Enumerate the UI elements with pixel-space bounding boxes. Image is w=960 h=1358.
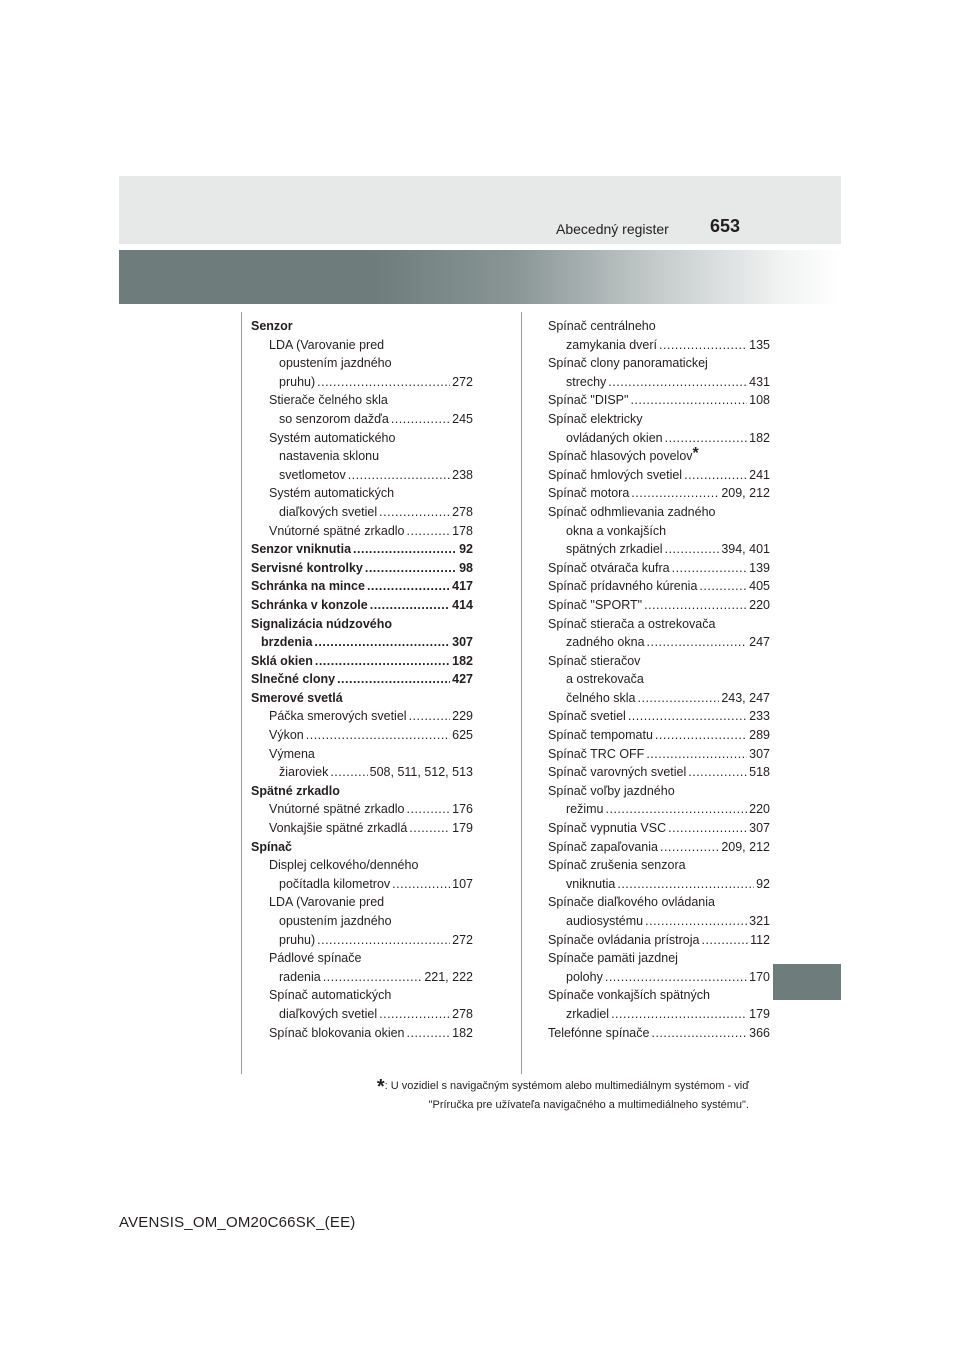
index-entry-text: polohy xyxy=(566,969,603,984)
index-entry-text: LDA (Varovanie pred xyxy=(269,337,385,352)
right-index-entry xyxy=(548,949,770,968)
index-entry-text: ovládaných okien xyxy=(566,430,663,445)
dot-leader xyxy=(317,373,450,392)
index-entry-text: Spínač hlasových povelov xyxy=(548,449,693,464)
index-entry-text: Spätné zrkadlo xyxy=(251,783,340,798)
dot-leader xyxy=(699,577,747,596)
left-index-entry xyxy=(251,782,473,801)
index-entry-page: 414 xyxy=(452,597,473,612)
index-entry-text: zamykania dverí xyxy=(566,337,658,352)
index-entry-text: Spínač vypnutia VSC xyxy=(548,821,667,836)
index-entry-page: 209, 212 xyxy=(721,839,770,854)
right-index-entry xyxy=(548,633,770,652)
dot-leader xyxy=(631,484,719,503)
index-entry-text: audiosystému xyxy=(566,914,644,928)
index-entry-page: 417 xyxy=(452,579,473,594)
right-index-entry xyxy=(548,912,770,931)
dot-leader xyxy=(407,522,451,541)
right-index-entry xyxy=(548,615,770,634)
right-index-entry xyxy=(548,503,770,522)
dot-leader xyxy=(611,1005,747,1024)
right-index-entry xyxy=(548,670,770,689)
index-entry-text: Signalizácia núdzového xyxy=(251,616,392,631)
left-index-entry xyxy=(251,522,473,541)
right-index-entry xyxy=(548,689,770,708)
index-entry-text: Spínač zrušenia senzora xyxy=(548,858,686,873)
right-index-entry xyxy=(548,559,770,578)
right-index-entry xyxy=(548,447,770,466)
right-index-entry xyxy=(548,336,770,355)
index-entry-text: Spínač automatických xyxy=(269,988,392,1003)
index-entry-page: 179 xyxy=(452,821,473,836)
dot-leader xyxy=(379,1005,450,1024)
index-entry-text: Telefónne spínače xyxy=(548,1025,650,1040)
left-index-entry xyxy=(251,615,473,634)
index-entry-page: 394, 401 xyxy=(721,542,770,557)
left-index-entry xyxy=(251,484,473,503)
index-entry-page: 518 xyxy=(749,765,770,780)
right-index-entry xyxy=(548,429,770,448)
dot-leader xyxy=(608,373,747,392)
index-entry-text: svetlometov xyxy=(279,467,346,482)
index-entry-text: Spínač motora xyxy=(548,486,630,501)
index-entry-text: Páčka smerových svetiel xyxy=(269,709,407,724)
right-index-entry xyxy=(548,577,770,596)
index-entry-page: 431 xyxy=(749,374,770,389)
index-entry-text: Spínač varovných svetiel xyxy=(548,765,687,780)
dot-leader xyxy=(365,559,457,578)
index-entry-page: 107 xyxy=(452,876,473,891)
left-index-entry xyxy=(251,540,473,559)
right-index-entry xyxy=(548,522,770,541)
index-entry-page: 243, 247 xyxy=(721,690,770,705)
right-index-entry xyxy=(548,819,770,838)
index-entry-text: Vonkajšie spätné zrkadlá xyxy=(269,821,408,836)
dot-leader xyxy=(391,410,450,429)
dot-leader xyxy=(407,1024,451,1043)
dot-leader xyxy=(323,968,423,987)
index-entry-page: 182 xyxy=(452,653,473,668)
index-entry-text: Stierače čelného skla xyxy=(269,393,388,408)
index-entry-text: Vnútorné spätné zrkadlo xyxy=(269,802,405,817)
index-entry-page: 233 xyxy=(749,709,770,724)
left-index-entry xyxy=(251,373,473,392)
index-entry-text: Schránka na mince xyxy=(251,579,365,594)
dot-leader xyxy=(370,596,450,615)
left-index-entry xyxy=(251,596,473,615)
index-entry-page: 139 xyxy=(749,560,770,575)
footnote-line-1 xyxy=(376,1072,749,1098)
index-entry-text: Systém automatických xyxy=(269,486,395,501)
footnote-star: * xyxy=(376,1076,385,1098)
index-entry-text: pruhu) xyxy=(279,932,316,947)
index-entry-page: 278 xyxy=(452,504,473,519)
index-entry-text: Spínač blokovania okien xyxy=(269,1025,405,1040)
dot-leader xyxy=(655,726,747,745)
index-entry-text: nastavenia sklonu xyxy=(279,449,380,464)
right-index-entry xyxy=(548,484,770,503)
index-entry-text: LDA (Varovanie pred xyxy=(269,895,385,910)
left-column-divider xyxy=(241,312,242,1074)
index-entry-page: 366 xyxy=(749,1025,770,1040)
index-entry-page: 272 xyxy=(452,374,473,389)
left-index-entry xyxy=(251,800,473,819)
index-entry-text: zrkadiel xyxy=(566,1006,610,1021)
dot-leader xyxy=(672,559,748,578)
index-entry-text: brzdenia xyxy=(261,635,313,650)
dot-leader xyxy=(317,931,450,950)
left-index-entry xyxy=(251,949,473,968)
dot-leader xyxy=(660,838,719,857)
left-index-entry xyxy=(251,429,473,448)
right-index-entry xyxy=(548,763,770,782)
index-entry-page: 209, 212 xyxy=(721,486,770,501)
left-index-entry xyxy=(251,912,473,931)
index-entry-text: Spínač zapaľovania xyxy=(548,839,658,854)
index-entry-page: 221, 222 xyxy=(424,969,473,984)
dot-leader xyxy=(367,577,450,596)
index-entry-text: opustením jazdného xyxy=(279,356,392,371)
dot-leader xyxy=(306,726,450,745)
index-entry-page: 289 xyxy=(749,728,770,743)
index-entry-page: 178 xyxy=(452,523,473,538)
dot-leader xyxy=(665,540,720,559)
left-index-entry xyxy=(251,336,473,355)
index-entry-text: Spínače ovládania prístroja xyxy=(548,932,700,947)
index-entry-page: 182 xyxy=(749,430,770,445)
index-entry-text: opustením jazdného xyxy=(279,914,392,928)
left-index-entry xyxy=(251,503,473,522)
index-entry-text: Spínač "SPORT" xyxy=(548,597,643,612)
index-entry-page: 220 xyxy=(749,597,770,612)
dot-leader xyxy=(409,819,450,838)
left-index-entry xyxy=(251,726,473,745)
left-index-entry xyxy=(251,745,473,764)
middle-column-divider xyxy=(521,312,522,1074)
index-entry-text: Spínač elektricky xyxy=(548,411,643,426)
dot-leader xyxy=(665,429,748,448)
index-entry-page: 427 xyxy=(452,672,473,687)
index-entry-text: Výkon xyxy=(269,728,304,743)
index-entry-page: 405 xyxy=(749,579,770,594)
index-entry-page: 92 xyxy=(756,876,770,891)
index-entry-text: diaľkových svetiel xyxy=(279,1006,378,1021)
footnote-line-2 xyxy=(429,1099,749,1111)
dot-leader xyxy=(314,633,450,652)
index-entry-page: 625 xyxy=(452,728,473,743)
index-entry-page: 112 xyxy=(750,932,770,947)
dot-leader xyxy=(392,875,450,894)
index-entry-text: Spínač "DISP" xyxy=(548,393,629,408)
left-index-entry xyxy=(251,652,473,671)
left-index-entry xyxy=(251,447,473,466)
right-index-entry xyxy=(548,782,770,801)
index-entry-text: Spínač stieračov xyxy=(548,653,641,668)
index-column-right xyxy=(548,317,770,1042)
right-index-entry xyxy=(548,410,770,429)
dot-leader xyxy=(409,707,451,726)
dot-leader xyxy=(688,763,747,782)
index-entry-text: Spínač voľby jazdného xyxy=(548,783,675,798)
index-entry-page: 229 xyxy=(452,709,473,724)
index-entry-text: Sklá okien xyxy=(251,653,313,668)
page-number: 653 xyxy=(710,216,741,236)
index-entry-text: strechy xyxy=(566,374,607,389)
left-index-entry xyxy=(251,893,473,912)
chapter-tab xyxy=(773,964,841,1000)
index-entry-text: Systém automatického xyxy=(269,430,396,445)
index-entry-text: žiaroviek xyxy=(279,765,329,780)
left-index-entry xyxy=(251,968,473,987)
right-index-entry xyxy=(548,707,770,726)
index-entry-page: 92 xyxy=(459,542,473,557)
right-index-entry xyxy=(548,354,770,373)
right-index-entry xyxy=(548,800,770,819)
left-index-entry xyxy=(251,986,473,1005)
right-index-entry xyxy=(548,1005,770,1024)
right-index-entry xyxy=(548,652,770,671)
index-entry-text: Pádlové spínače xyxy=(269,951,362,966)
index-entry-text: Slnečné clony xyxy=(251,672,336,687)
index-entry-page: 247 xyxy=(749,635,770,650)
index-entry-page: 241 xyxy=(749,467,770,482)
dot-leader xyxy=(659,336,747,355)
index-entry-text: diaľkových svetiel xyxy=(279,504,378,519)
right-index-entry xyxy=(548,540,770,559)
index-entry-page: 176 xyxy=(452,802,473,817)
left-index-entry xyxy=(251,838,473,857)
index-entry-page: 278 xyxy=(452,1006,473,1021)
dot-leader xyxy=(337,670,450,689)
left-index-entry xyxy=(251,391,473,410)
right-index-entry xyxy=(548,317,770,336)
index-entry-text: Spínač stierača a ostrekovača xyxy=(548,616,716,631)
footnote-text-1: : U vozidiel s navigačným systémom alebo multimediálnym systémom - viď xyxy=(384,1080,749,1092)
index-entry-text: pruhu) xyxy=(279,374,316,389)
right-index-entry xyxy=(548,986,770,1005)
index-entry-text: zadného okna xyxy=(566,635,645,650)
index-entry-text: Spínač otvárača kufra xyxy=(548,560,670,575)
index-entry-page: 307 xyxy=(749,821,770,836)
index-entry-text: počítadla kilometrov xyxy=(279,876,391,891)
gradient-band xyxy=(119,250,841,304)
index-entry-text: Servisné kontrolky xyxy=(251,560,363,575)
index-entry-text: Spínače pamäti jazdnej xyxy=(548,951,678,966)
index-entry-text: Výmena xyxy=(269,746,315,761)
index-entry-text: čelného skla xyxy=(566,690,636,705)
right-index-entry xyxy=(548,1024,770,1043)
index-entry-text: Spínač xyxy=(251,839,292,854)
dot-leader xyxy=(630,391,747,410)
right-index-entry xyxy=(548,745,770,764)
index-entry-text: vniknutia xyxy=(566,876,616,891)
right-index-entry xyxy=(548,893,770,912)
index-entry-page: 98 xyxy=(459,560,473,575)
left-index-entry xyxy=(251,931,473,950)
right-index-entry xyxy=(548,875,770,894)
dot-leader xyxy=(348,466,450,485)
left-index-entry xyxy=(251,856,473,875)
dot-leader xyxy=(647,633,748,652)
section-title: Abecedný register xyxy=(556,221,669,237)
right-index-entry xyxy=(548,931,770,950)
dot-leader xyxy=(605,968,747,987)
index-entry-page: 135 xyxy=(749,337,770,352)
index-entry-text: Smerové svetlá xyxy=(251,690,343,705)
index-entry-text: Vnútorné spätné zrkadlo xyxy=(269,523,405,538)
index-entry-page: 179 xyxy=(749,1006,770,1021)
index-column-left xyxy=(251,317,473,1042)
right-index-entry xyxy=(548,391,770,410)
left-index-entry xyxy=(251,819,473,838)
dot-leader xyxy=(701,931,748,950)
dot-leader xyxy=(330,763,367,782)
right-index-entry xyxy=(548,726,770,745)
document-code: AVENSIS_OM_OM20C66SK_(EE) xyxy=(119,1214,356,1231)
index-entry-text: Spínač centrálneho xyxy=(548,319,656,333)
index-entry-text: Spínač svetiel xyxy=(548,709,626,724)
dot-leader xyxy=(353,540,457,559)
index-entry-text: Spínače diaľkového ovládania xyxy=(548,895,715,910)
left-index-entry xyxy=(251,689,473,708)
dot-leader xyxy=(315,652,450,671)
index-entry-text: okna a vonkajších xyxy=(566,523,667,538)
dot-leader xyxy=(617,875,754,894)
right-index-entry xyxy=(548,838,770,857)
dot-leader xyxy=(628,707,747,726)
index-entry-page: 220 xyxy=(749,802,770,817)
index-entry-page: 307 xyxy=(452,635,473,650)
index-entry-page: 245 xyxy=(452,411,473,426)
index-entry-text: spätných zrkadiel xyxy=(566,542,663,557)
index-entry-page: 170 xyxy=(749,969,770,984)
left-index-entry xyxy=(251,466,473,485)
footnote-reference-star: * xyxy=(692,445,699,463)
dot-leader xyxy=(644,596,747,615)
index-entry-text: Senzor xyxy=(251,319,293,333)
dot-leader xyxy=(684,466,747,485)
dot-leader xyxy=(651,1024,747,1043)
right-index-entry xyxy=(548,373,770,392)
index-entry-page: 272 xyxy=(452,932,473,947)
left-index-entry xyxy=(251,577,473,596)
dot-leader xyxy=(638,689,720,708)
left-index-entry xyxy=(251,354,473,373)
dot-leader xyxy=(668,819,747,838)
left-index-entry xyxy=(251,670,473,689)
index-entry-text: Schránka v konzole xyxy=(251,597,368,612)
right-index-entry xyxy=(548,466,770,485)
dot-leader xyxy=(407,800,451,819)
index-entry-text: Senzor vniknutia xyxy=(251,542,352,557)
index-entry-text: a ostrekovača xyxy=(566,672,644,687)
index-entry-page: 307 xyxy=(749,746,770,761)
index-entry-text: so senzorom dažďa xyxy=(279,411,389,426)
right-index-entry xyxy=(548,968,770,987)
index-entry-text: Spínač hmlových svetiel xyxy=(548,467,683,482)
dot-leader xyxy=(646,745,747,764)
left-index-entry xyxy=(251,633,473,652)
left-index-entry xyxy=(251,410,473,429)
index-entry-page: 321 xyxy=(749,914,770,928)
index-entry-page: 508, 511, 512, 513 xyxy=(369,765,473,780)
left-index-entry xyxy=(251,763,473,782)
index-entry-text: Spínač clony panoramatickej xyxy=(548,356,708,371)
left-index-entry xyxy=(251,559,473,578)
left-index-entry xyxy=(251,875,473,894)
left-index-entry xyxy=(251,1024,473,1043)
index-entry-page: 182 xyxy=(452,1025,473,1040)
dot-leader xyxy=(645,912,747,931)
index-entry-text: radenia xyxy=(279,969,321,984)
index-entry-text: Spínač prídavného kúrenia xyxy=(548,579,698,594)
index-entry-text: režimu xyxy=(566,802,604,817)
left-index-entry xyxy=(251,317,473,336)
index-entry-text: Displej celkového/denného xyxy=(269,858,419,873)
index-entry-page: 238 xyxy=(452,467,473,482)
index-entry-text: Spínače vonkajších spätných xyxy=(548,988,710,1003)
dot-leader xyxy=(379,503,450,522)
left-index-entry xyxy=(251,707,473,726)
index-entry-text: Spínač TRC OFF xyxy=(548,746,645,761)
index-entry-text: Spínač odhmlievania zadného xyxy=(548,504,716,519)
index-entry-text: Spínač tempomatu xyxy=(548,728,653,743)
left-index-entry xyxy=(251,1005,473,1024)
dot-leader xyxy=(606,800,748,819)
index-entry-page: 108 xyxy=(749,393,770,408)
footnote-text-2: "Príručka pre užívateľa navigačného a multimediálneho systému". xyxy=(428,1099,749,1111)
right-index-entry xyxy=(548,856,770,875)
right-index-entry xyxy=(548,596,770,615)
